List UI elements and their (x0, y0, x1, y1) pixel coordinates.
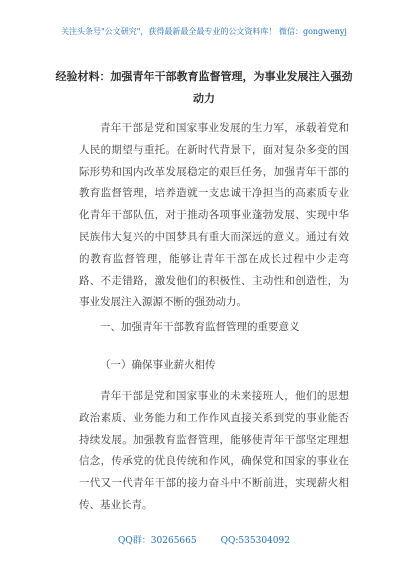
footer-qq-group: QQ群：30265665 (118, 536, 197, 546)
section-heading: 一、加强青年干部教育监督管理的重要意义 (100, 321, 300, 333)
subsection-heading: （一）确保事业薪火相传 (100, 359, 216, 371)
footer-contact (0, 533, 408, 546)
header-promo-note: 关注头条号"公文研究"，获得最新最全最专业的公文资料库！ 微信：gongwenyj (61, 27, 347, 36)
intro-paragraph: 青年干部是党和国家事业发展的生力军，承载着党和人民的期望与重托。在新时代背景下，面对复杂多变的国际形势和国内改革发展稳定的艰巨任务，加强青年干部的教育监督管理，培养造就一支忠诚干净担当的高素质专业化青年干部队伍，对于推动各项事业蓬勃发展、实现中华民族伟大复兴的中国梦具有重大而深远的意义。通过有效的教育监督管理，能够让青年干部在成长过程中少走弯路、不走错路，激发他们的积极性、主动性和创造性，为事业发展注入源源不断的强劲动力。 (79, 122, 349, 309)
document-title: 经验材料：加强青年干部教育监督管理，为事业发展注入强劲动力 (55, 70, 353, 105)
body-paragraph: 青年干部是党和国家事业的未来接班人，他们的思想政治素质、业务能力和工作作风直接关系到党的事业能否持续发展。加强教育监督管理，能够使青年干部坚定理想信念，传承党的优良传统和作风，确保党和国家的事业在一代又一代青年干部的接力奋斗中不断前进，实现薪火相传、基业长青。 (79, 390, 349, 511)
footer-qq: QQ:535304092 (220, 536, 290, 546)
